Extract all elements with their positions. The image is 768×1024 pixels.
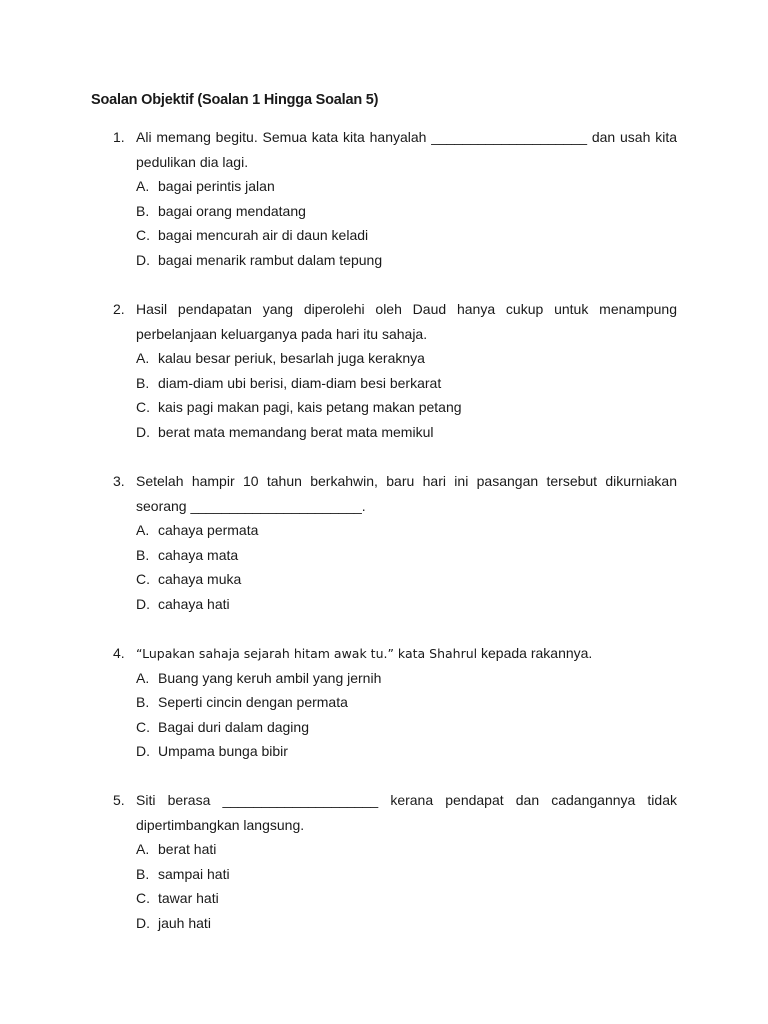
stem-quote: “Lupakan sahaja sejarah hitam awak tu.” kata Shahrul [136, 646, 478, 661]
option-letter: B. [136, 546, 150, 563]
option-text: berat hati [158, 841, 217, 858]
answer-option [136, 592, 677, 617]
option-letter: D. [136, 251, 150, 268]
option-text: Umpama bunga bibir [158, 743, 288, 760]
option-letter: B. [136, 202, 150, 219]
option-letter: B. [136, 374, 150, 391]
option-text: Seperti cincin dengan permata [158, 694, 348, 711]
answer-option [136, 911, 677, 936]
section-title: Soalan Objektif (Soalan 1 Hingga Soalan 5) [91, 92, 379, 108]
stem-tail: kepada rakannya. [477, 645, 593, 661]
option-letter: D. [136, 914, 150, 931]
option-letter: B. [136, 694, 150, 711]
option-letter: C. [136, 890, 150, 907]
option-letter: D. [136, 595, 150, 612]
question-number: 2. [113, 301, 125, 317]
answer-option [136, 223, 677, 248]
option-letter: A. [136, 350, 150, 367]
option-letter: C. [136, 399, 150, 416]
option-letter: D. [136, 743, 150, 760]
option-letter: A. [136, 841, 150, 858]
option-text: Buang yang keruh ambil yang jernih [158, 669, 382, 686]
answer-option [136, 837, 677, 862]
option-letter: C. [136, 227, 150, 244]
option-text: bagai orang mendatang [158, 202, 306, 219]
question-stem-line-2: dipertimbangkan langsung. [136, 816, 305, 833]
answer-option [136, 690, 677, 715]
option-text: cahaya mata [158, 546, 239, 563]
option-letter: B. [136, 865, 150, 882]
option-letter: A. [136, 669, 150, 686]
question-number: 3. [113, 473, 125, 489]
option-letter: C. [136, 718, 150, 735]
question-stem-line-2: perbelanjaan keluarganya pada hari itu sahaja. [136, 325, 428, 342]
option-text: kais pagi makan pagi, kais petang makan petang [158, 399, 462, 416]
option-letter: A. [136, 178, 150, 195]
option-text: cahaya muka [158, 571, 242, 588]
option-text: bagai perintis jalan [158, 178, 275, 195]
question-number: 5. [113, 792, 125, 808]
option-text: berat mata memandang berat mata memikul [158, 423, 434, 440]
question-4 [113, 641, 677, 764]
question-stem-line-2: pedulikan dia lagi. [136, 153, 249, 170]
option-letter: C. [136, 571, 150, 588]
option-letter: A. [136, 522, 150, 539]
question-1 [113, 125, 677, 273]
option-text: jauh hati [158, 914, 211, 931]
answer-option [136, 886, 677, 911]
question-stem-line-2: seorang ______________________. [136, 497, 366, 514]
option-text: cahaya hati [158, 595, 230, 612]
option-text: Bagai duri dalam daging [158, 718, 309, 735]
answer-option [136, 371, 677, 396]
answer-option [136, 346, 677, 371]
option-letter: D. [136, 423, 150, 440]
question-number: 4. [113, 645, 125, 661]
answer-option [136, 395, 677, 420]
answer-option [136, 666, 677, 691]
answer-option [136, 518, 677, 543]
question-stem-line-1: Setelah hampir 10 tahun berkahwin, baru hari ini pasangan tersebut dikurniakan [136, 473, 677, 489]
answer-option [136, 862, 677, 887]
option-text: tawar hati [158, 890, 219, 907]
question-number: 1. [113, 129, 125, 145]
question-stem-line-1: Hasil pendapatan yang diperolehi oleh Daud hanya cukup untuk menampung [136, 301, 677, 317]
question-5 [113, 788, 677, 936]
answer-option [136, 420, 677, 445]
answer-option [136, 715, 677, 740]
option-text: kalau besar periuk, besarlah juga keraknya [158, 350, 425, 367]
answer-option [136, 248, 677, 273]
answer-option [136, 739, 677, 764]
option-text: bagai mencurah air di daun keladi [158, 227, 369, 244]
answer-option [136, 174, 677, 199]
question-stem [136, 641, 677, 666]
question-3 [113, 469, 677, 617]
option-text: diam-diam ubi berisi, diam-diam besi berkarat [158, 374, 442, 391]
option-text: cahaya permata [158, 522, 259, 539]
question-stem-line-1: Ali memang begitu. Semua kata kita hanyalah ____________________ dan usah kita [136, 129, 677, 145]
answer-option [136, 199, 677, 224]
option-text: bagai menarik rambut dalam tepung [158, 251, 383, 268]
answer-option [136, 543, 677, 568]
question-stem-line-1: Siti berasa ____________________ kerana pendapat dan cadangannya tidak [136, 792, 677, 808]
question-2 [113, 297, 677, 445]
answer-option [136, 567, 677, 592]
option-text: sampai hati [158, 865, 230, 882]
